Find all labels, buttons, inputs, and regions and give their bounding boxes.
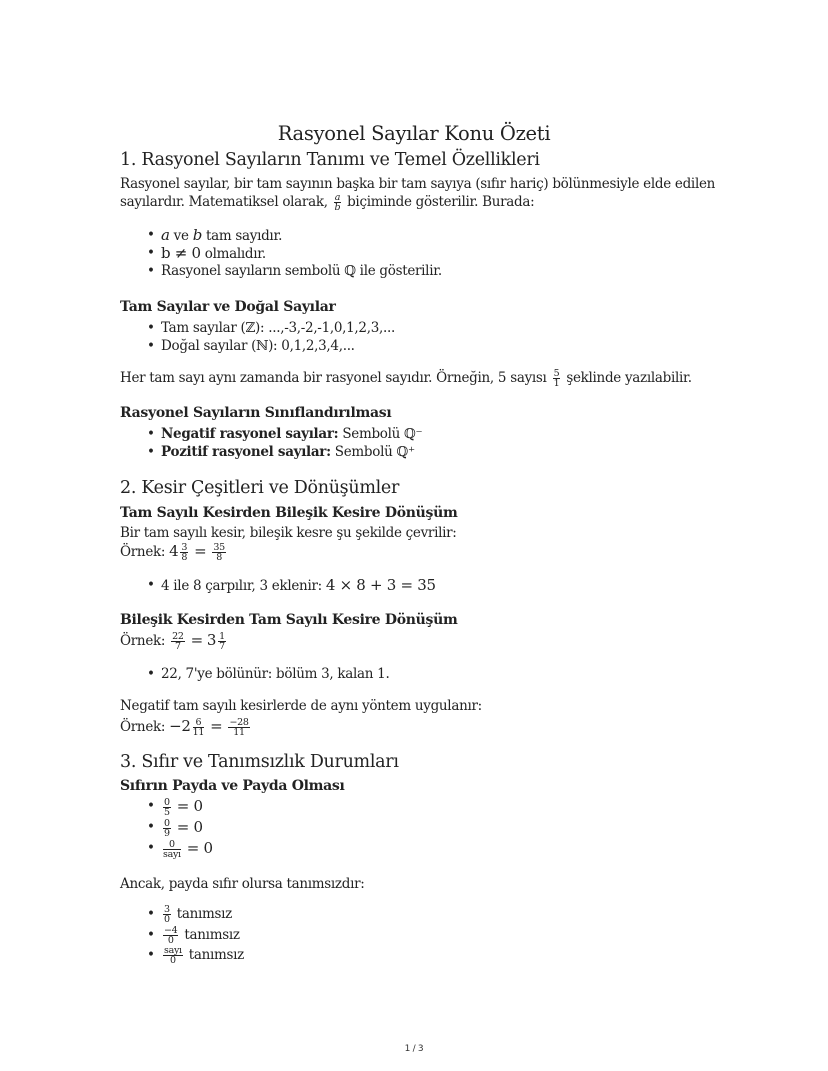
numerator: 3 — [181, 542, 188, 553]
numerator: 22 — [172, 631, 184, 642]
denominator: 8 — [181, 552, 188, 563]
label: Örnek: — [120, 719, 166, 735]
denominator: 0 — [164, 914, 170, 925]
math: −2 — [169, 717, 191, 735]
text: olmalıdır. — [204, 246, 266, 262]
math: = 0 — [186, 839, 213, 857]
numerator: • 0 — [164, 818, 170, 829]
list-item — [147, 226, 282, 245]
text: sayılardır. Matematiksel olarak, — [120, 194, 328, 210]
denominator: b — [334, 202, 341, 213]
example — [120, 631, 228, 651]
denominator: 0 — [167, 935, 174, 946]
math: 4 × 8 + 3 = 35 — [325, 576, 436, 594]
paragraph — [120, 193, 534, 212]
list-item — [147, 905, 232, 924]
page-title: Rasyonel Sayılar Konu Özeti — [277, 122, 551, 145]
subheading: Rasyonel Sayıların Sınıflandırılması — [120, 405, 392, 421]
text: 4 ile 8 çarpılır, 3 eklenir: — [161, 578, 322, 594]
subheading: Tam Sayılı Kesirden Bileşik Kesire Dönüşüm — [120, 505, 458, 521]
fraction — [334, 193, 341, 212]
text: Her tam sayı aynı zamanda bir rasyonel sayıdır. Örneğin, 5 sayısı — [120, 370, 547, 386]
text: Sembolü ℚ⁺ — [334, 444, 415, 460]
text: tanımsız — [184, 927, 240, 943]
subheading: Bileşik Kesirden Tam Sayılı Kesire Dönüşüm — [120, 612, 458, 628]
math: a — [161, 226, 170, 244]
paragraph — [120, 369, 692, 388]
fraction — [212, 543, 226, 562]
paragraph: Negatif tam sayılı kesirlerde de aynı yöntem uygulanır: — [120, 698, 482, 714]
example — [120, 542, 228, 562]
numerator: −28 — [229, 717, 249, 728]
numerator: 6 — [193, 718, 205, 728]
math: = 0 — [176, 818, 203, 836]
numerator: • −4 — [164, 925, 178, 936]
math: = 0 — [176, 797, 203, 815]
list-item — [147, 262, 442, 280]
denominator: 1 — [553, 378, 560, 389]
numerator: a — [334, 192, 341, 203]
list-item — [147, 839, 213, 859]
paragraph: Bir tam sayılı kesir, bileşik kesre şu şekilde çevrilir: — [120, 525, 457, 541]
text: 22, 7'ye bölünür: bölüm 3, kalan 1. — [161, 666, 390, 682]
fraction — [171, 632, 185, 651]
numerator: • 3 — [164, 904, 170, 915]
math: = — [210, 717, 223, 735]
paragraph: Rasyonel sayılar, bir tam sayının başka bir tam sayıya (sıfır hariç) bölünmesiyle elde edilen — [120, 176, 716, 192]
list-item — [147, 818, 203, 838]
fraction — [193, 718, 205, 737]
page-number: 1 / 3 — [404, 1044, 424, 1054]
math: = — [190, 631, 203, 649]
math: 4 — [169, 542, 179, 560]
list-item — [147, 576, 436, 595]
text: Doğal sayılar (ℕ): 0,1,2,3,4,... — [161, 338, 355, 354]
fraction — [180, 543, 188, 562]
list-item — [147, 443, 415, 461]
numerator: 5 — [553, 368, 560, 379]
bold-text: Pozitif rasyonel sayılar: — [161, 444, 331, 460]
label: Örnek: — [120, 544, 166, 560]
text: Sembolü ℚ⁻ — [342, 426, 423, 442]
fraction — [218, 632, 226, 651]
denominator: 0 — [170, 955, 176, 966]
math: b ≠ 0 — [161, 244, 201, 262]
list-item — [147, 926, 240, 945]
fraction — [553, 369, 561, 388]
text: tanımsız — [188, 947, 244, 963]
subheading: Tam Sayılar ve Doğal Sayılar — [120, 299, 336, 315]
math: 3 — [206, 631, 217, 649]
paragraph: Ancak, payda sıfır olursa tanımsızdır: — [120, 876, 365, 892]
list-item — [147, 244, 266, 263]
example — [120, 717, 252, 737]
denominator: 5 — [164, 807, 170, 818]
list-item — [147, 797, 203, 817]
fraction — [163, 840, 181, 859]
fraction — [163, 819, 171, 838]
text: Rasyonel sayıların sembolü ℚ ile gösterilir. — [161, 263, 442, 279]
fraction — [163, 926, 178, 945]
section-3-heading: 3. Sıfır ve Tanımsızlık Durumları — [120, 752, 399, 772]
numerator: • 0 — [164, 797, 170, 808]
fraction — [163, 905, 171, 924]
bold-text: Negatif rasyonel sayılar: — [161, 426, 339, 442]
denominator: 7 — [219, 641, 225, 652]
text: ve — [173, 228, 189, 244]
denominator: 11 — [192, 727, 205, 738]
numerator: 35 — [213, 542, 225, 553]
list-item — [147, 319, 395, 337]
text: Tam sayılar (ℤ): ...,-3,-2,-1,0,1,2,3,... — [161, 320, 395, 336]
math: = — [194, 542, 207, 560]
numerator: • 0 — [163, 840, 181, 850]
section-2-heading: 2. Kesir Çeşitleri ve Dönüşümler — [120, 478, 400, 498]
text: tam sayıdır. — [206, 228, 283, 244]
numerator: 1 — [219, 631, 225, 642]
denominator: 7 — [175, 641, 181, 652]
denominator: 9 — [164, 828, 170, 839]
math: b — [192, 226, 202, 244]
subheading: Sıfırın Payda ve Payda Olması — [120, 778, 345, 794]
denominator: 11 — [233, 727, 245, 738]
list-item — [147, 946, 244, 965]
text: şeklinde yazılabilir. — [566, 370, 692, 386]
section-1-heading: 1. Rasyonel Sayıların Tanımı ve Temel Özellikleri — [120, 150, 540, 170]
denominator: sayı — [163, 849, 181, 860]
label: Örnek: — [120, 633, 166, 649]
list-item — [147, 665, 389, 683]
text: tanımsız — [176, 906, 232, 922]
list-item — [147, 337, 355, 355]
numerator: • sayı — [164, 945, 182, 956]
fraction — [163, 798, 171, 817]
fraction — [228, 718, 249, 737]
text: biçiminde gösterilir. Burada: — [347, 194, 535, 210]
fraction — [163, 946, 183, 965]
list-item — [147, 425, 422, 443]
denominator: 8 — [216, 552, 223, 563]
